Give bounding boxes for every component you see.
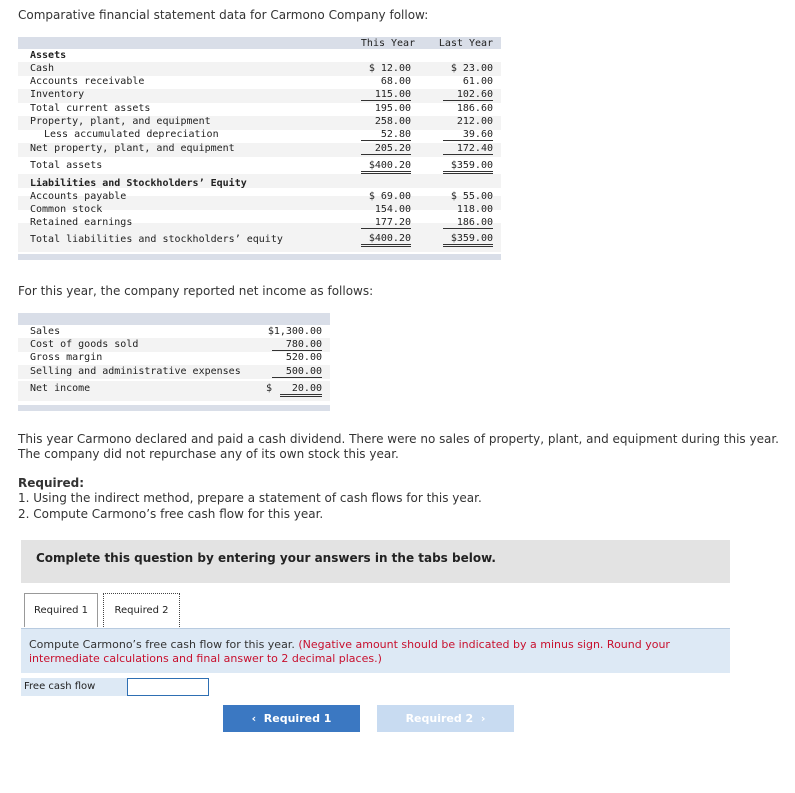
row-label: Cash <box>30 63 55 74</box>
last-year-value: 118.00 <box>456 204 493 215</box>
row-label: Accounts payable <box>30 191 127 202</box>
this-year-value: $400.20 <box>361 160 411 174</box>
row-label: Sales <box>30 326 61 337</box>
next-required-2-button[interactable] <box>377 705 514 732</box>
income-value: 520.00 <box>285 352 322 363</box>
last-year-value: 186.00 <box>443 217 493 229</box>
row-label: Selling and administrative expenses <box>30 366 241 377</box>
row-label: Retained earnings <box>30 217 133 228</box>
last-year-value: 61.00 <box>462 76 493 87</box>
last-year-value: 186.60 <box>456 103 493 114</box>
this-year-value: 115.00 <box>361 89 411 101</box>
row-label: Total assets <box>30 160 103 171</box>
dollar-sign: $ <box>266 383 273 394</box>
last-year-value: $ 23.00 <box>450 63 493 74</box>
row-label: Total current assets <box>30 103 151 114</box>
required-item-2: 2. Compute Carmono’s free cash flow for this year. <box>18 507 324 521</box>
this-year-value: 52.80 <box>361 129 411 141</box>
tab-required-2[interactable]: Required 2 <box>103 593 180 627</box>
question-panel <box>21 628 730 673</box>
this-year-value: 177.20 <box>361 217 411 229</box>
income-value: 780.00 <box>272 339 322 351</box>
this-year-value: 195.00 <box>374 103 411 114</box>
row-label: Cost of goods sold <box>30 339 139 350</box>
row-label: Assets <box>30 50 67 61</box>
row-label: Net property, plant, and equipment <box>30 143 235 154</box>
tab-required-1[interactable]: Required 1 <box>24 593 98 627</box>
balance-sheet-table <box>18 37 501 260</box>
instruction-box <box>21 540 730 583</box>
chevron-right-icon: › <box>480 712 486 725</box>
required-item-1: 1. Using the indirect method, prepare a statement of cash flows for this year. <box>18 491 482 505</box>
this-year-value: $ 12.00 <box>368 63 411 74</box>
row-label: Inventory <box>30 89 85 100</box>
col-this-year: This Year <box>360 38 416 49</box>
prev-button-label: Required 1 <box>263 712 332 725</box>
question-text: Compute Carmono’s free cash flow for this year. <box>29 638 295 651</box>
row-label: Liabilities and Stockholders’ Equity <box>30 178 247 189</box>
free-cash-flow-input[interactable] <box>127 678 209 696</box>
row-label: Common stock <box>30 204 103 215</box>
income-value: 20.00 <box>280 383 322 397</box>
last-year-value: $ 55.00 <box>450 191 493 202</box>
row-label: Total liabilities and stockholders’ equity <box>30 234 283 245</box>
last-year-value: $359.00 <box>443 160 493 174</box>
this-year-value: 68.00 <box>380 76 411 87</box>
chevron-left-icon: ‹ <box>251 712 257 725</box>
free-cash-flow-label: Free cash flow <box>21 678 127 696</box>
this-year-value: 258.00 <box>374 116 411 127</box>
row-label: Less accumulated depreciation <box>44 129 219 140</box>
next-button-label: Required 2 <box>405 712 474 725</box>
last-year-value: 212.00 <box>456 116 493 127</box>
last-year-value: 102.60 <box>443 89 493 101</box>
row-label: Accounts receivable <box>30 76 145 87</box>
this-year-value: $ 69.00 <box>368 191 411 202</box>
intro-text: Comparative financial statement data for Carmono Company follow: <box>18 8 429 22</box>
income-intro: For this year, the company reported net income as follows: <box>18 284 374 298</box>
last-year-value: $359.00 <box>443 233 493 247</box>
row-label: Property, plant, and equipment <box>30 116 211 127</box>
last-year-value: 39.60 <box>443 129 493 141</box>
prev-required-1-button[interactable] <box>223 705 360 732</box>
last-year-value: 172.40 <box>443 143 493 155</box>
context-paragraph: This year Carmono declared and paid a cash dividend. There were no sales of property, plant, and equipment during this year. The company did not repurchase any of its own stock this year. <box>18 432 779 461</box>
this-year-value: $400.20 <box>361 233 411 247</box>
row-label: Net income <box>30 383 91 394</box>
question-note: (Negative amount should be indicated by a minus sign. Round your intermediate calculations and final answer to 2 decimal places.) <box>29 638 670 665</box>
this-year-value: 205.20 <box>361 143 411 155</box>
col-last-year: Last Year <box>438 38 494 49</box>
income-statement-table <box>18 313 330 411</box>
row-label: Gross margin <box>30 352 103 363</box>
this-year-value: 154.00 <box>374 204 411 215</box>
income-value: $1,300.00 <box>267 326 322 337</box>
instruction-text: Complete this question by entering your answers in the tabs below. <box>36 551 496 565</box>
required-heading: Required: <box>18 476 85 490</box>
income-value: 500.00 <box>272 366 322 378</box>
